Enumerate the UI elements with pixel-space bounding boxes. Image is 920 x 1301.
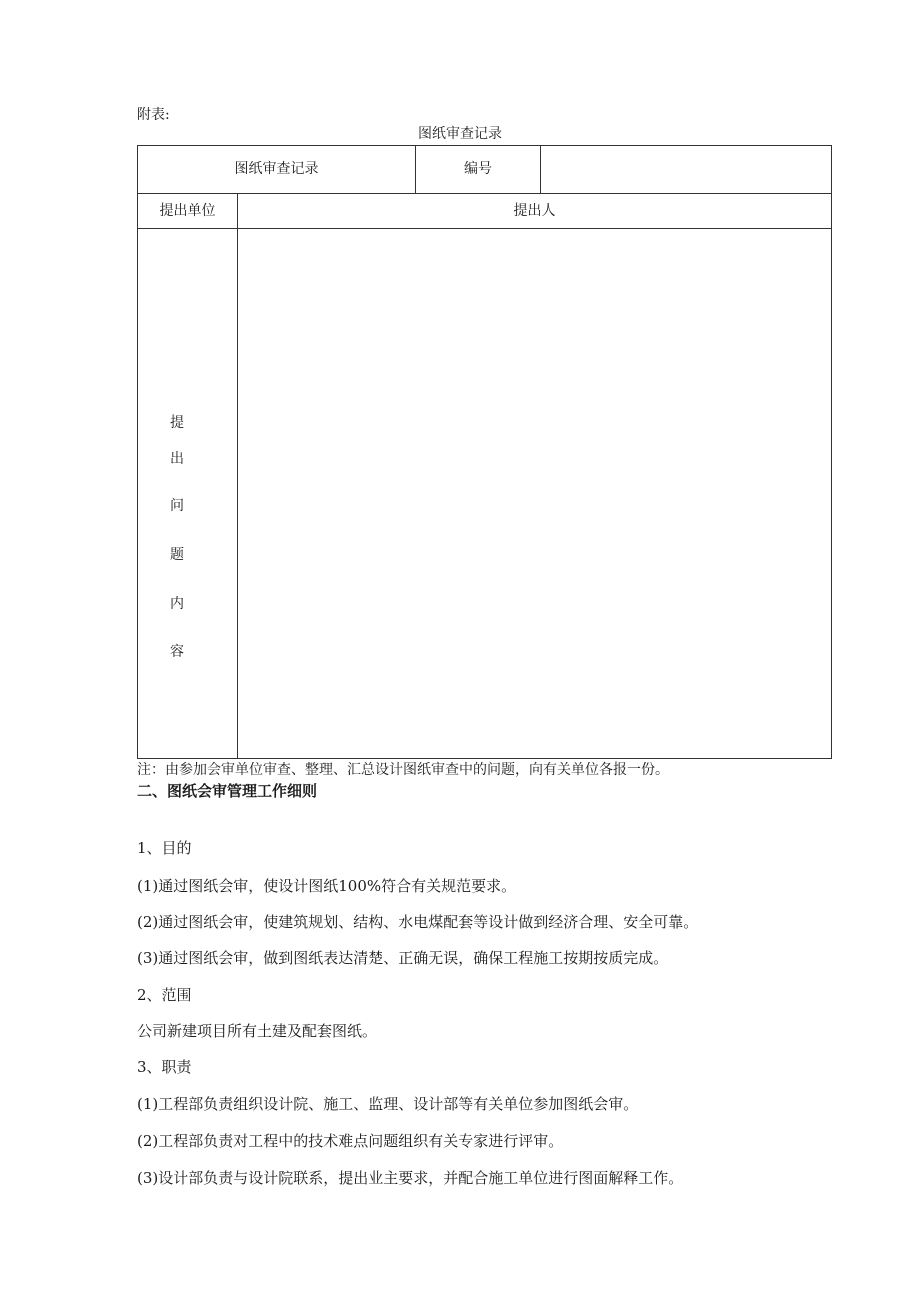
purpose-item: (2)通过图纸会审，使建筑规划、结构、水电煤配套等设计做到经济合理、安全可靠。	[137, 913, 699, 931]
unit-label: 提出单位	[159, 203, 216, 219]
purpose-item: (3)通过图纸会审，做到图纸表达清楚、正确无误，确保工程施工按期按质完成。	[137, 949, 669, 967]
proposer-label: 提出人	[513, 203, 556, 219]
duty-item: (3)设计部负责与设计院联系，提出业主要求，并配合施工单位进行图面解释工作。	[137, 1169, 684, 1187]
content-area[interactable]	[245, 240, 825, 750]
content-label-char: 出	[170, 451, 184, 467]
purpose-item: (1)通过图纸会审，使设计图纸100%符合有关规范要求。	[137, 877, 517, 895]
content-label-char: 提	[170, 415, 184, 431]
form-title: 图纸审查记录	[418, 126, 502, 142]
content-label-char: 容	[170, 644, 184, 660]
table-note: 注：由参加会审单位审查、整理、汇总设计图纸审查中的问题，向有关单位各报一份。	[137, 762, 669, 778]
appendix-label: 附表:	[137, 107, 170, 123]
duty-item: (2)工程部负责对工程中的技术难点问题组织有关专家进行评审。	[137, 1132, 564, 1150]
content-label-char: 问	[170, 498, 184, 514]
content-label-char: 题	[170, 547, 184, 563]
section-heading: 二、图纸会审管理工作细则	[137, 782, 318, 800]
scope-heading: 2、范围	[137, 986, 192, 1004]
scope-text: 公司新建项目所有土建及配套图纸。	[137, 1022, 378, 1040]
purpose-heading: 1、目的	[137, 839, 192, 857]
duty-item: (1)工程部负责组织设计院、施工、监理、设计部等有关单位参加图纸会审。	[137, 1095, 639, 1113]
duty-heading: 3、职责	[137, 1058, 192, 1076]
content-label-char: 内	[170, 596, 184, 612]
header-cell: 图纸审查记录	[234, 161, 319, 177]
number-label: 编号	[464, 161, 492, 177]
